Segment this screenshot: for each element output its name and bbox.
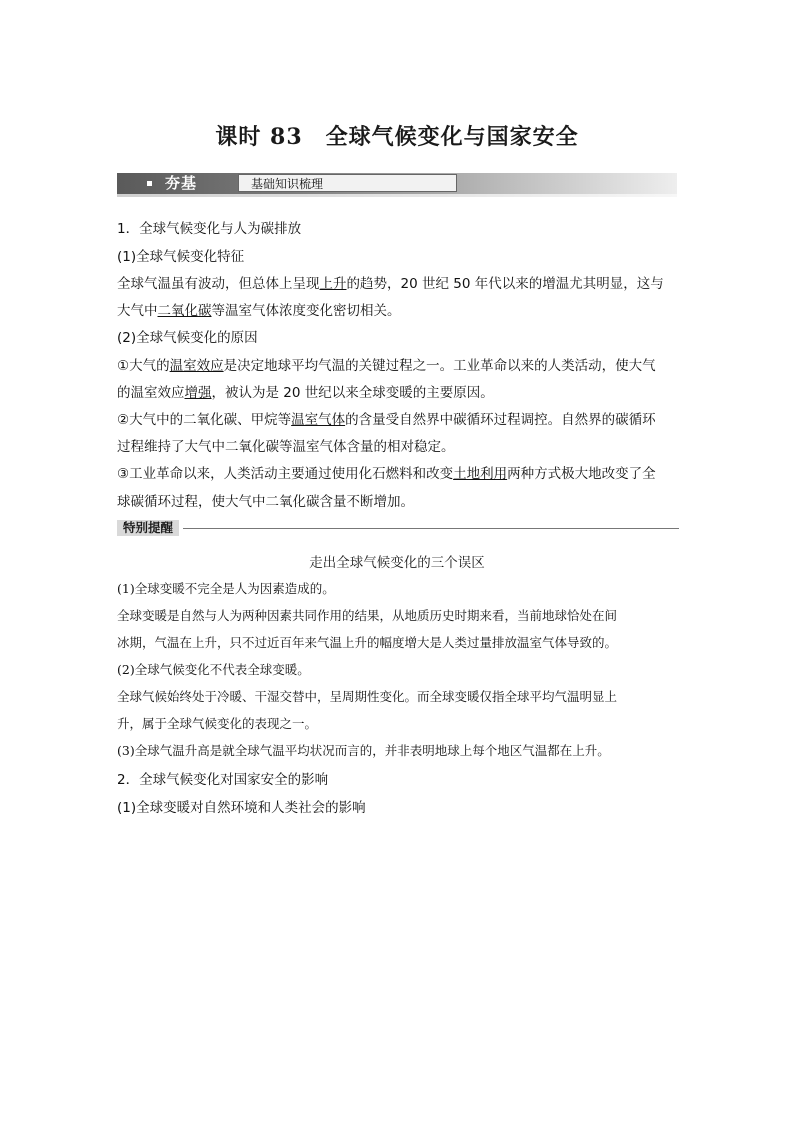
section-banner — [117, 173, 677, 194]
section2-heading: 2．全球气候变化对国家安全的影响 — [117, 772, 329, 788]
banner-tag: 基础知识梳理 — [238, 174, 457, 192]
note-line: 升，属于全球气候变化的表现之一。 — [117, 716, 318, 731]
answer-blank: 温室气体 — [291, 412, 346, 428]
paragraph-line — [117, 272, 679, 292]
text: 是决定地球平均气温的关键过程之一。工业革命以来的人类活动，使大气 — [223, 358, 656, 374]
text: ①大气的 — [117, 358, 170, 374]
answer-blank: 温室效应 — [169, 358, 224, 374]
paragraph-line — [117, 462, 679, 482]
text: 的温室效应 — [117, 385, 185, 401]
text: ③工业革命以来，人类活动主要通过使用化石燃料和改变 — [117, 466, 454, 482]
note-header — [117, 520, 679, 536]
section1-heading: 1．全球气候变化与人为碳排放 — [117, 221, 302, 237]
paragraph-line: 球碳循环过程，使大气中二氧化碳含量不断增加。 — [117, 494, 414, 510]
paragraph-line — [117, 381, 679, 401]
note-line: (1)全球变暖不完全是人为因素造成的。 — [117, 581, 335, 596]
note-line: 全球变暖是自然与人为两种因素共同作用的结果，从地质历史时期来看，当前地球恰处在间 — [117, 608, 618, 623]
bullet-icon — [147, 181, 152, 186]
note-label: 特别提醒 — [117, 520, 179, 536]
text: 两种方式极大地改变了全 — [507, 466, 656, 482]
banner-title: 夯基 — [165, 174, 198, 192]
banner-shadow — [117, 194, 677, 197]
paragraph-line — [117, 408, 679, 428]
text: ②大气中的二氧化碳、甲烷等 — [117, 412, 292, 428]
text: ，被认为是 20 世纪以来全球变暖的主要原因。 — [211, 385, 494, 401]
answer-blank: 上升 — [319, 276, 347, 292]
section2-sub1: (1)全球变暖对自然环境和人类社会的影响 — [117, 800, 366, 816]
answer-blank: 增强 — [184, 385, 212, 401]
text: 大气中 — [117, 303, 158, 319]
note-line: 全球气候始终处于冷暖、干湿交替中，呈周期性变化。而全球变暖仅指全球平均气温明显上 — [117, 689, 618, 704]
note-heading: 走出全球气候变化的三个误区 — [309, 555, 485, 571]
note-line: (3)全球气温升高是就全球气温平均状况而言的，并非表明地球上每个地区气温都在上升。 — [117, 743, 610, 758]
note-line: 冰期，气温在上升，只不过近百年来气温上升的幅度增大是人类过量排放温室气体导致的。 — [117, 635, 618, 650]
text: 的趋势，20 世纪 50 年代以来的增温尤其明显，这与 — [346, 276, 664, 292]
section1-sub2: (2)全球气候变化的原因 — [117, 330, 258, 346]
paragraph-line — [117, 354, 679, 374]
section1-sub1: (1)全球气候变化特征 — [117, 249, 245, 265]
note-line: (2)全球气候变化不代表全球变暖。 — [117, 662, 310, 677]
answer-blank: 二氧化碳 — [157, 303, 212, 319]
paragraph-line: 过程维持了大气中二氧化碳等温室气体含量的相对稳定。 — [117, 439, 455, 455]
text: 的含量受自然界中碳循环过程调控。自然界的碳循环 — [345, 412, 656, 428]
page-title: 课时 83 全球气候变化与国家安全 — [215, 124, 579, 150]
text: 全球气温虽有波动，但总体上呈现 — [117, 276, 320, 292]
answer-blank: 土地利用 — [453, 466, 508, 482]
text: 等温室气体浓度变化密切相关。 — [211, 303, 401, 319]
paragraph-line — [117, 299, 679, 319]
divider — [183, 528, 679, 529]
